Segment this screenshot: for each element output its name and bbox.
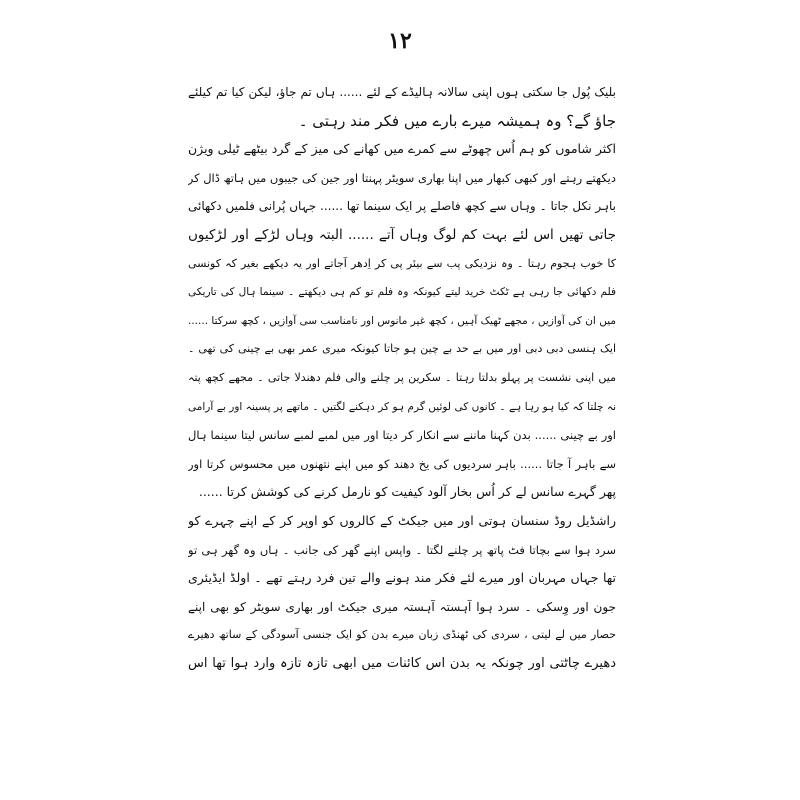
text-line: راشڈیل روڈ سنسان ہوتی اور میں جیکٹ کے کالروں کو اوپر کر کے اپنے چہرے کو: [188, 512, 616, 528]
text-line: تھا جہاں مہربان اور میرے لئے فکر مند ہونے والے تین فرد رہتے تھے ۔ اولڈ ایڈیئری: [188, 570, 616, 586]
text-line: سے باہر آ جاتا ...... باہر سردیوں کی یخ دھند کو میں اپنے نتھنوں میں محسوس کرتا اور: [188, 456, 616, 471]
body-text: [188, 78, 616, 678]
text-line: نہ چلتا کہ کیا ہو رہا ہے ۔ کانوں کی لوئیں گرم ہو کر دہکنے لگتیں ۔ ماتھے پر پسینہ اور بے آرامی: [188, 400, 616, 413]
text-line: اکثر شاموں کو ہم اُس چھوٹے سے کمرے میں کھانے کی میز کے گرد بیٹھے ٹیلی ویژن: [188, 141, 616, 157]
page-number: ۱۲: [388, 28, 412, 54]
text-line: جون اور وِسکی ۔ سرد ہوا آہستہ آہستہ میری جیکٹ اور بھاری سویٹر کو بھی اپنے: [188, 599, 616, 614]
text-line: ایک ہنسی دبی دبی اور میں بے حد بے چین ہو جاتا کیونکہ میری عمر بھی بے چینی کی تھی ۔: [188, 342, 616, 356]
text-line: اور بے چینی ...... بدن کہنا ماننے سے انکار کر دیتا اور میں لمبے لمبے سانس لیتا سینما ہال: [188, 428, 616, 443]
text-line: میں ان کی آوازیں ، مجھے ٹھیک آہیں ، کچھ غیر مانوس اور نامناسب سی آوازیں ، کچھ سرکتا ......: [188, 314, 616, 327]
text-line: دھیرے چاٹتی اور چونکہ یہ بدن اس کائنات میں ابھی تازہ تازہ وارد ہوا تھا اس: [188, 655, 616, 671]
text-line: باہر نکل جاتا ۔ وہاں سے کچھ فاصلے پر ایک سینما تھا ...... جہاں پُرانی فلمیں دکھائی: [188, 199, 616, 214]
text-line: سرد ہوا سے بچاتا فٹ پاتھ پر چلنے لگتا ۔ واپس اپنے گھر کی جانب ۔ ہاں وہ گھر ہی تو: [188, 542, 616, 557]
text-line: کا خوب ہجوم رہتا ۔ وہ نزدیکی پب سے بیئر پی کر اِدھر آجاتے اور یہ دیکھے بغیر کہ کونسی: [188, 256, 616, 270]
text-line: بلیک پُول جا سکتی ہوں اپنی سالانہ ہالیڈے کے لئے ...... ہاں تم جاؤ، لیکن کیا تم کیلئے: [188, 85, 616, 99]
text-line: حصار میں لے لیتی ، سردی کی ٹھنڈی زبان میرے بدن کو ایک جنسی آسودگی کے ساتھ دھیرے: [188, 628, 616, 642]
text-line: جاؤ گے؟ وہ ہمیشہ میرے بارے میں فکر مند رہتی ۔: [298, 111, 616, 130]
text-line: پھر گہرے سانس لے کر اُس بخار آلود کیفیت کو نارمل کرنے کی کوشش کرتا ......: [198, 484, 616, 500]
text-line: میں اپنی نشست پر پہلو بدلتا رہتا ۔ سکرین پر چلنے والی فلم دھندلا جاتی ۔ مجھے کچھ پتہ: [188, 370, 616, 384]
text-line: فلم دکھائی جا رہی ہے ٹکٹ خرید لیتے کیونکہ وہ فلم تو کم ہی دیکھتے ۔ سینما ہال کی تاریکی: [188, 286, 616, 299]
text-line: جاتی تھیں اس لئے بہت کم لوگ وہاں آتے ...... البتہ وہاں لڑکے اور لڑکیوں: [188, 226, 616, 243]
text-line: دیکھتے رہتے اور کبھی کبھار میں اپنا بھاری سویٹر پہنتا اور جین کی جیبوں میں ہاتھ ڈال کر: [188, 170, 616, 185]
